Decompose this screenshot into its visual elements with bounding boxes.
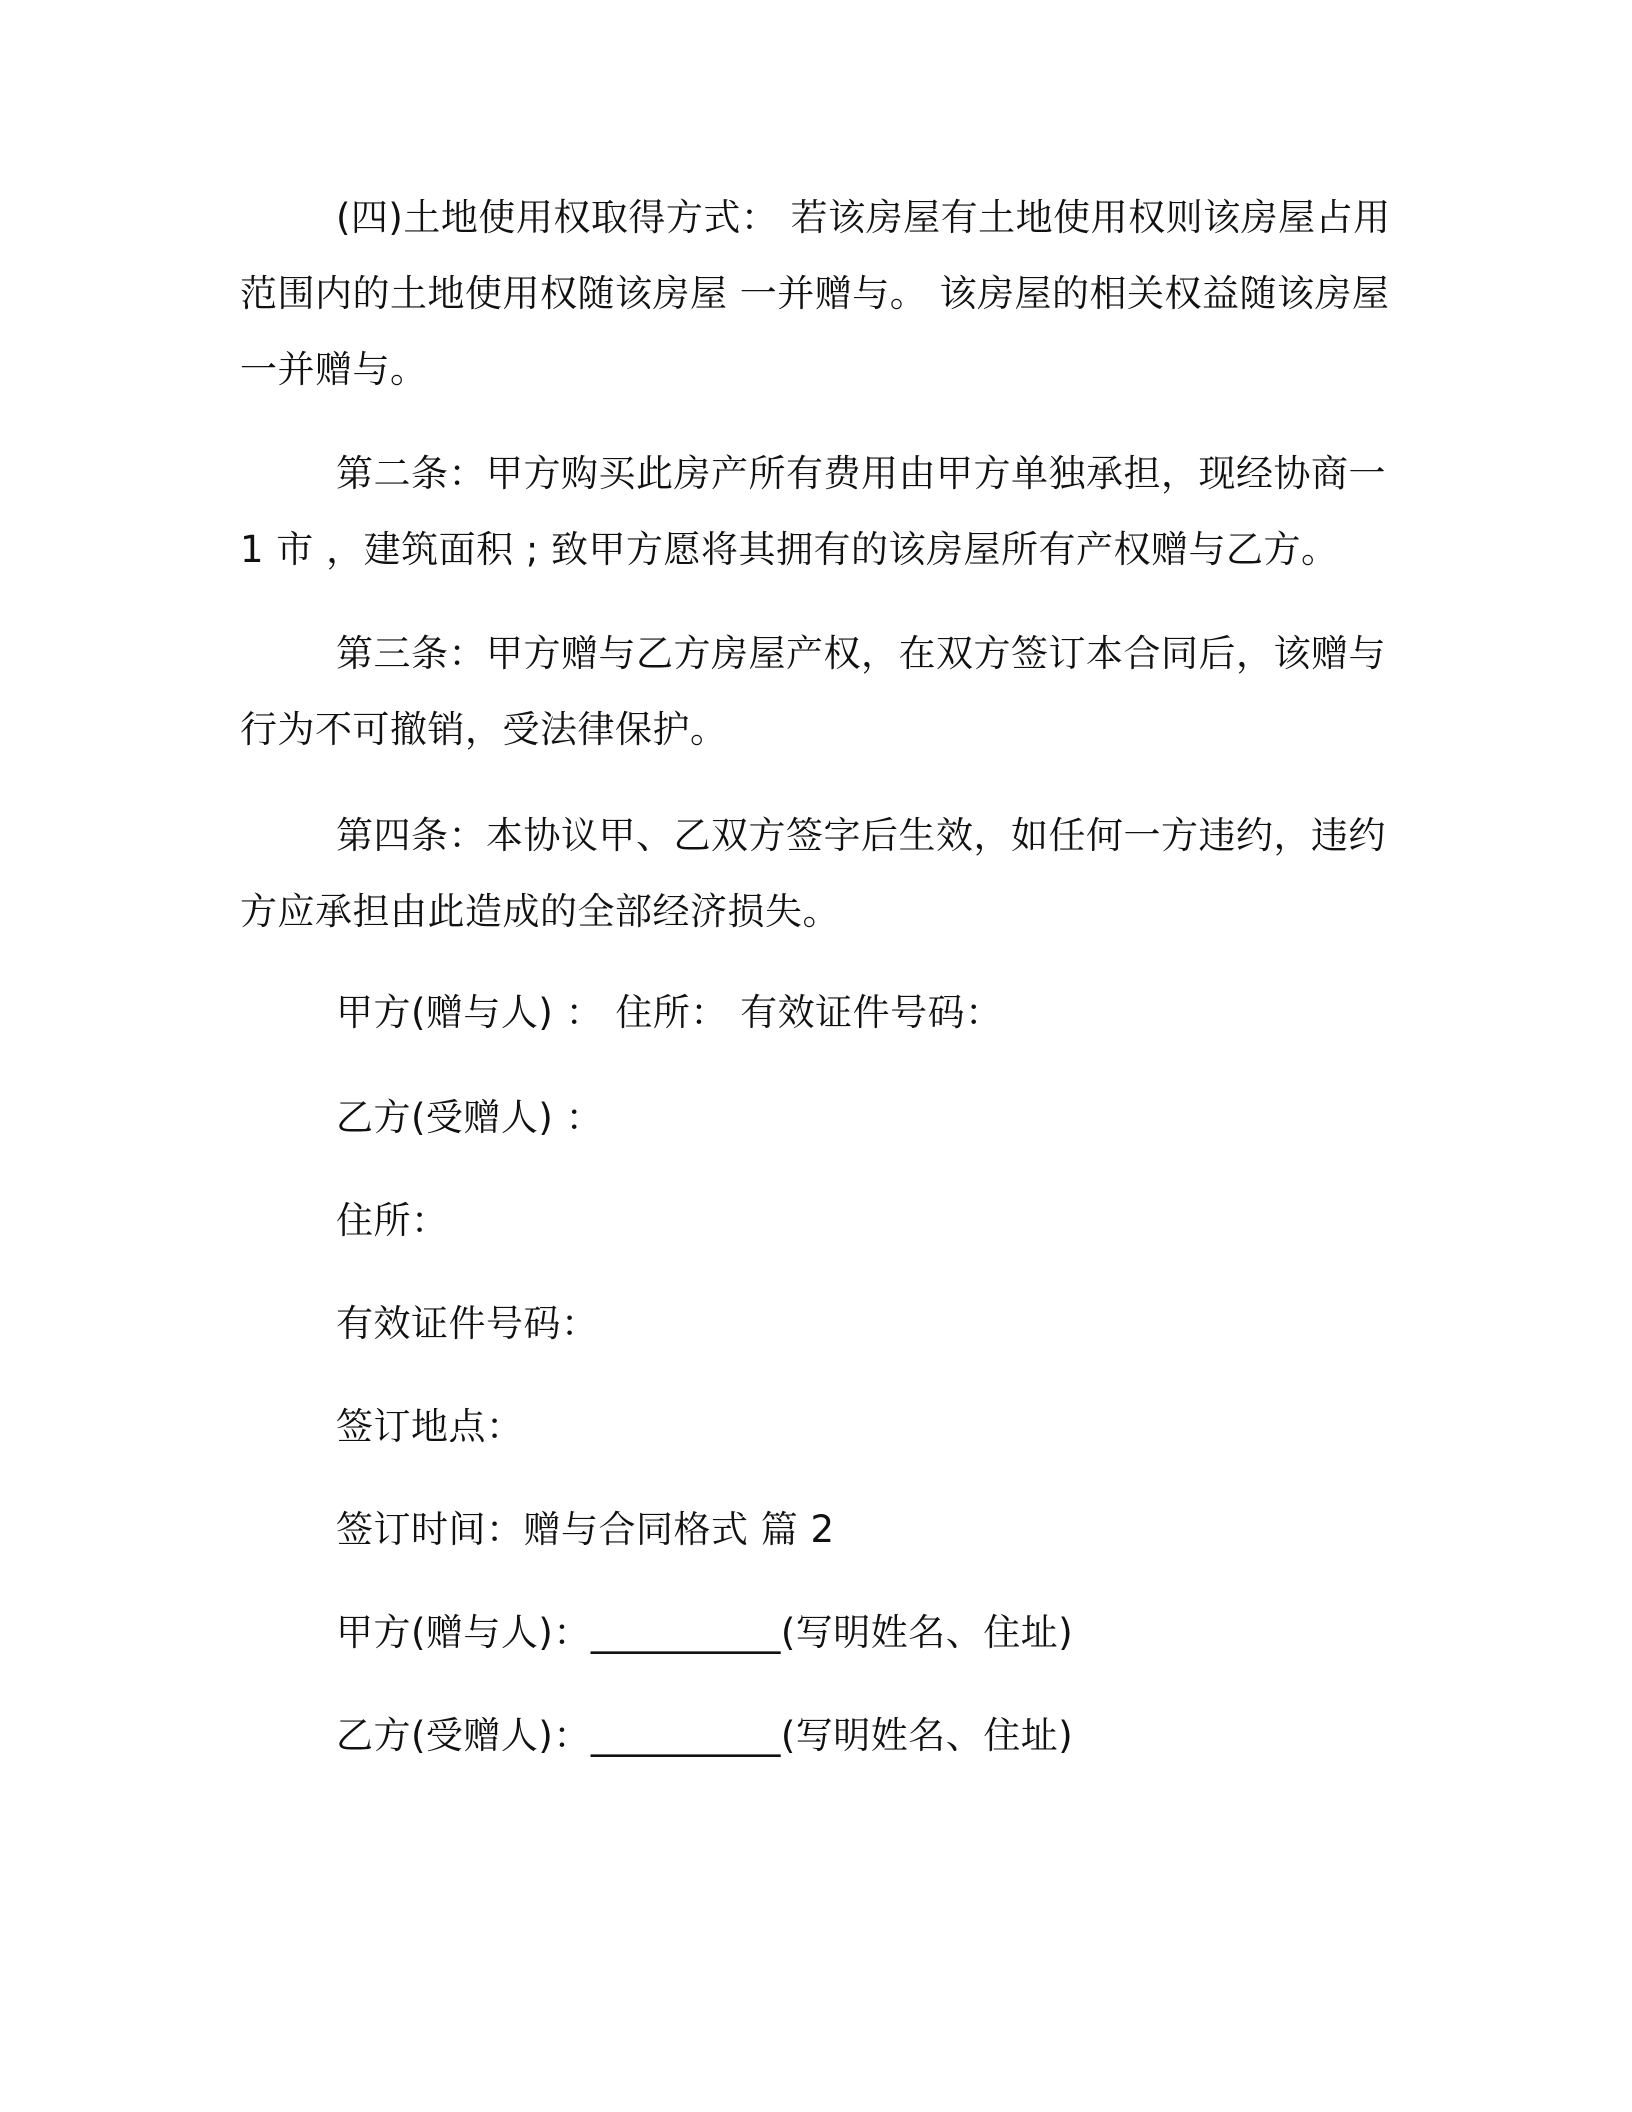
field-donee: 乙方(受赠人) ： xyxy=(336,1096,604,1139)
field-donor-info: 甲方(赠与人) ： 住所： 有效证件号码： xyxy=(336,991,1003,1034)
paragraph-line: 第二条：甲方购买此房产所有费用由甲方单独承担，现经协商一 xyxy=(336,452,1386,495)
field-id-number: 有效证件号码： xyxy=(336,1302,599,1345)
field-address: 住所： xyxy=(336,1199,449,1242)
paragraph-article-2 xyxy=(240,436,1390,588)
paragraph-line: 一并赠与。 xyxy=(240,348,428,391)
paragraph-line: (四)土地使用权取得方式： 若该房屋有土地使用权则该房屋占用 xyxy=(336,196,1391,239)
field-donor-blank: 甲方(赠与人)：__________(写明姓名、住址) xyxy=(336,1611,1074,1654)
paragraph-line: 第四条：本协议甲、乙双方签字后生效，如任何一方违约，违约 xyxy=(336,814,1386,857)
paragraph-article-3 xyxy=(240,616,1390,768)
paragraph-line: 第三条：甲方赠与乙方房屋产权，在双方签订本合同后，该赠与 xyxy=(336,632,1386,675)
paragraph-line: 行为不可撤销，受法律保护。 xyxy=(240,708,728,751)
paragraph-line: 范围内的土地使用权随该房屋 一并赠与。 该房屋的相关权益随该房屋 xyxy=(240,272,1390,315)
field-signing-place: 签订地点： xyxy=(336,1405,524,1448)
paragraph-line: 1 市 ，建筑面积 ; 致甲方愿将其拥有的该房屋所有产权赠与乙方。 xyxy=(240,528,1339,571)
paragraph-article-4 xyxy=(240,798,1390,950)
field-donee-blank: 乙方(受赠人)：__________(写明姓名、住址) xyxy=(336,1714,1074,1757)
paragraph-line: 方应承担由此造成的全部经济损失。 xyxy=(240,890,840,933)
field-signing-time: 签订时间：赠与合同格式 篇 2 xyxy=(336,1508,835,1551)
paragraph-land-use-right xyxy=(240,180,1390,408)
